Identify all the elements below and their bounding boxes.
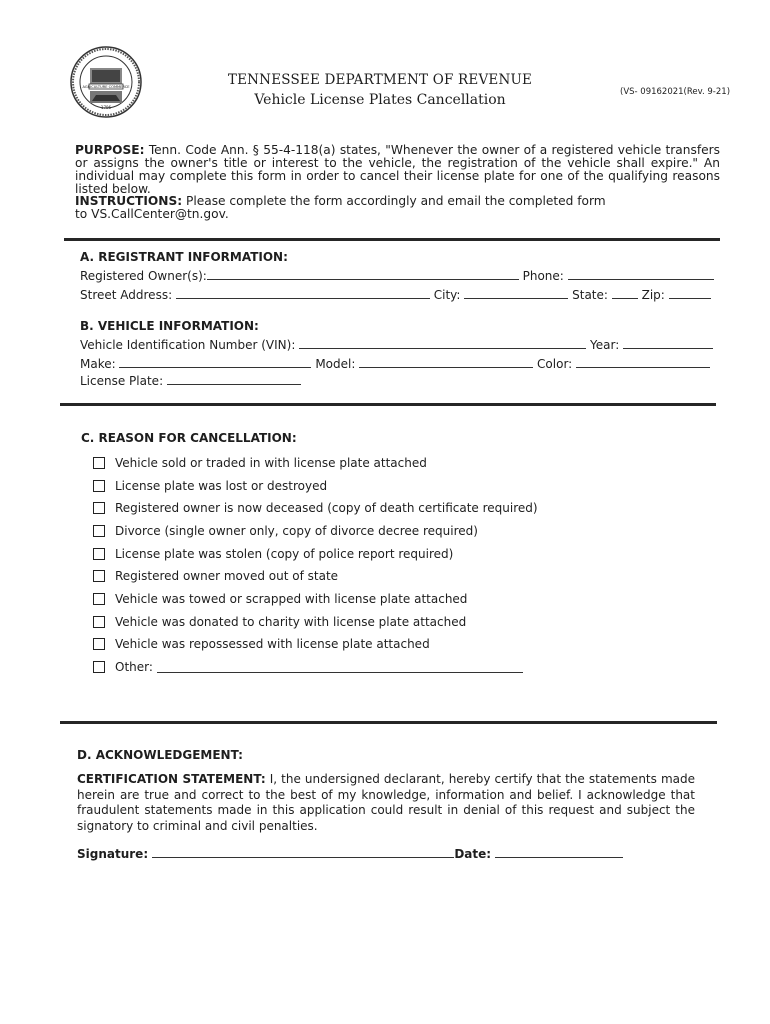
- reason-row[interactable]: [93, 455, 427, 471]
- make-label: Make:: [80, 357, 116, 371]
- date-label: Date:: [454, 847, 492, 861]
- state-field[interactable]: [612, 287, 638, 299]
- checkbox[interactable]: [93, 638, 105, 650]
- owner-label: Registered Owner(s):: [80, 269, 207, 283]
- signature-line: [77, 846, 623, 861]
- checkbox[interactable]: [93, 593, 105, 605]
- checkbox[interactable]: [93, 525, 105, 537]
- plate-line: [80, 373, 301, 388]
- street-field[interactable]: [176, 287, 430, 299]
- year-label: Year:: [590, 338, 620, 352]
- reason-row[interactable]: [93, 614, 466, 630]
- reason-label: License plate was lost or destroyed: [115, 479, 328, 493]
- checkbox[interactable]: [93, 570, 105, 582]
- section-divider: [64, 238, 720, 241]
- checkbox[interactable]: [93, 502, 105, 514]
- model-label: Model:: [315, 357, 356, 371]
- other-label: Other:: [115, 660, 153, 674]
- department-name: TENNESSEE DEPARTMENT OF REVENUE: [227, 72, 533, 88]
- zip-label: Zip:: [641, 288, 665, 302]
- instructions-text: Please complete the form accordingly and email the completed form to VS.CallCenter@tn.gov.: [75, 194, 606, 221]
- purpose-paragraph: [75, 144, 720, 196]
- instructions-paragraph: [75, 195, 615, 221]
- reason-label: Vehicle was donated to charity with license plate attached: [115, 615, 467, 629]
- form-number: (VS- 09162021(Rev. 9-21): [620, 87, 731, 97]
- reason-row[interactable]: [93, 636, 430, 652]
- reason-row[interactable]: [93, 500, 538, 516]
- reason-label: Vehicle was towed or scrapped with license plate attached: [115, 592, 468, 606]
- section-a-title: A. REGISTRANT INFORMATION:: [80, 250, 288, 264]
- year-field[interactable]: [623, 337, 713, 349]
- reason-label: Divorce (single owner only, copy of divorce decree required): [115, 524, 478, 538]
- checkbox[interactable]: [93, 616, 105, 628]
- other-field[interactable]: [157, 661, 523, 673]
- reason-row[interactable]: [93, 546, 453, 562]
- seal-label: AGRICULTURE COMMERCE: [82, 85, 130, 89]
- reason-label: Vehicle was repossessed with license plate attached: [115, 637, 430, 651]
- form-title: Vehicle License Plates Cancellation: [254, 92, 506, 108]
- vin-field[interactable]: [299, 337, 586, 349]
- vin-year-line: [80, 337, 713, 352]
- section-d-title: D. ACKNOWLEDGEMENT:: [77, 748, 243, 762]
- reason-row[interactable]: [93, 591, 467, 607]
- reason-row[interactable]: [93, 478, 327, 494]
- section-c-title: C. REASON FOR CANCELLATION:: [81, 431, 297, 445]
- reason-label: License plate was stolen (copy of police report required): [115, 547, 454, 561]
- state-label: State:: [572, 288, 608, 302]
- signature-field[interactable]: [152, 846, 454, 858]
- plate-label: License Plate:: [80, 374, 164, 388]
- section-divider: [60, 721, 717, 724]
- date-field[interactable]: [495, 846, 623, 858]
- phone-field[interactable]: [568, 268, 714, 280]
- city-label: City:: [433, 288, 461, 302]
- certification-paragraph: [77, 772, 695, 834]
- make-field[interactable]: [119, 356, 311, 368]
- zip-field[interactable]: [669, 287, 711, 299]
- reason-label: Registered owner is now deceased (copy of death certificate required): [115, 501, 538, 515]
- reason-row-other[interactable]: [93, 659, 523, 675]
- section-b-title: B. VEHICLE INFORMATION:: [80, 319, 259, 333]
- city-field[interactable]: [464, 287, 568, 299]
- instructions-label: INSTRUCTIONS:: [75, 194, 183, 208]
- reason-row[interactable]: [93, 568, 338, 584]
- color-label: Color:: [537, 357, 573, 371]
- address-line: [80, 287, 711, 302]
- make-model-color-line: [80, 356, 710, 371]
- checkbox[interactable]: [93, 548, 105, 560]
- reason-row[interactable]: [93, 523, 478, 539]
- reason-label: Registered owner moved out of state: [115, 569, 339, 583]
- reason-label: Vehicle sold or traded in with license plate attached: [115, 456, 427, 470]
- seal-year: 1796: [100, 105, 112, 110]
- checkbox[interactable]: [93, 480, 105, 492]
- certification-label: CERTIFICATION STATEMENT:: [77, 772, 266, 786]
- checkbox[interactable]: [93, 457, 105, 469]
- owner-field[interactable]: [207, 268, 519, 280]
- signature-label: Signature:: [77, 847, 149, 861]
- section-divider: [60, 403, 716, 406]
- phone-label: Phone:: [522, 269, 564, 283]
- model-field[interactable]: [359, 356, 533, 368]
- street-label: Street Address:: [80, 288, 173, 302]
- certification-text: I, the undersigned declarant, hereby certify that the statements made herein are true and correct to the best of my knowledge, information and belief. I acknowledge that fraudulent statements made in this application could result in denial of this request and subject the signatory to criminal and civil penalties.: [77, 772, 695, 833]
- vin-label: Vehicle Identification Number (VIN):: [80, 338, 296, 352]
- checkbox[interactable]: [93, 661, 105, 673]
- state-seal: [70, 46, 142, 118]
- plate-field[interactable]: [167, 373, 301, 385]
- color-field[interactable]: [576, 356, 710, 368]
- purpose-text: Tenn. Code Ann. § 55-4-118(a) states, "Whenever the owner of a registered vehicle transfers or assigns the owner's title or interest to the vehicle, the registration of the vehicle shall expire." An individual may complete this form in order to cancel their license plate for one of the qualifying reasons listed below.: [75, 143, 720, 196]
- purpose-label: PURPOSE:: [75, 143, 145, 157]
- owner-phone-line: [80, 268, 714, 283]
